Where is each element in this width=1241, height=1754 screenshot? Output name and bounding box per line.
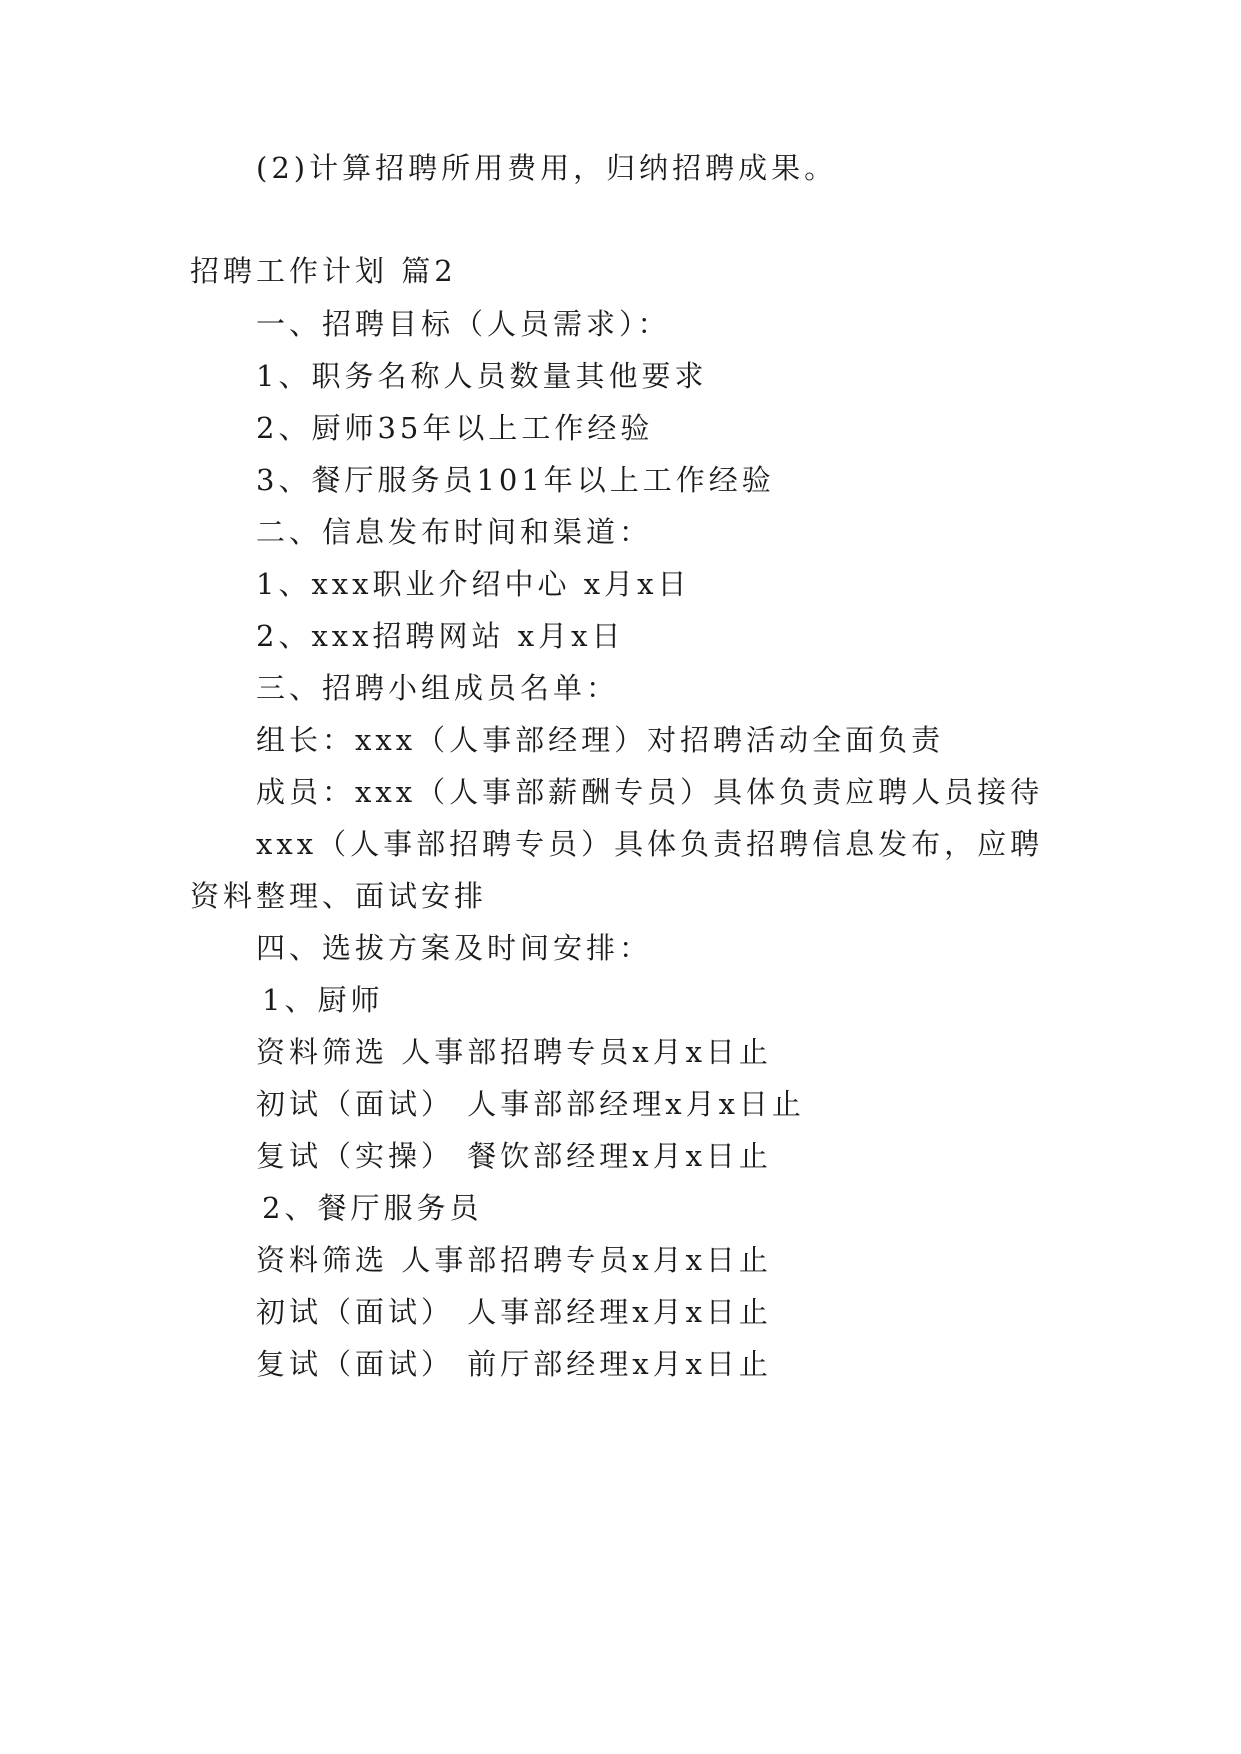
list-item-continuation: 资料整理、面试安排 [190,879,488,913]
list-item: 初试（面试） 人事部部经理x月x日止 [256,1087,805,1121]
list-item: 复试（面试） 前厅部经理x月x日止 [256,1347,772,1381]
list-item: 资料筛选 人事部招聘专员x月x日止 [256,1035,772,1069]
subheading-waiter: 2、餐厅服务员 [262,1191,483,1225]
list-item: 初试（面试） 人事部经理x月x日止 [256,1295,772,1329]
heading-team-members: 三、招聘小组成员名单： [256,671,620,705]
subheading-chef: 1、厨师 [262,983,384,1017]
list-item: 组长：xxx（人事部经理）对招聘活动全面负责 [256,723,945,757]
list-item: 2、xxx招聘网站 x月x日 [256,619,625,653]
heading-recruitment-target: 一、招聘目标（人员需求）： [256,307,671,341]
heading-selection-plan: 四、选拔方案及时间安排： [256,931,653,965]
list-item: 复试（实操） 餐饮部经理x月x日止 [256,1139,772,1173]
list-item: 2、厨师35年以上工作经验 [256,411,654,445]
list-item: 资料筛选 人事部招聘专员x月x日止 [256,1243,772,1277]
list-item: 1、职务名称人员数量其他要求 [256,359,708,393]
list-item: 3、餐厅服务员101年以上工作经验 [256,463,775,497]
list-item: xxx（人事部招聘专员）具体负责招聘信息发布，应聘 [256,827,1044,861]
section-title: 招聘工作计划 篇2 [190,254,457,288]
intro-line: (2)计算招聘所用费用，归纳招聘成果。 [256,151,838,185]
list-item: 成员：xxx（人事部薪酬专员）具体负责应聘人员接待 [256,775,1044,809]
heading-publish-channels: 二、信息发布时间和渠道： [256,515,653,549]
list-item: 1、xxx职业介绍中心 x月x日 [256,567,691,601]
